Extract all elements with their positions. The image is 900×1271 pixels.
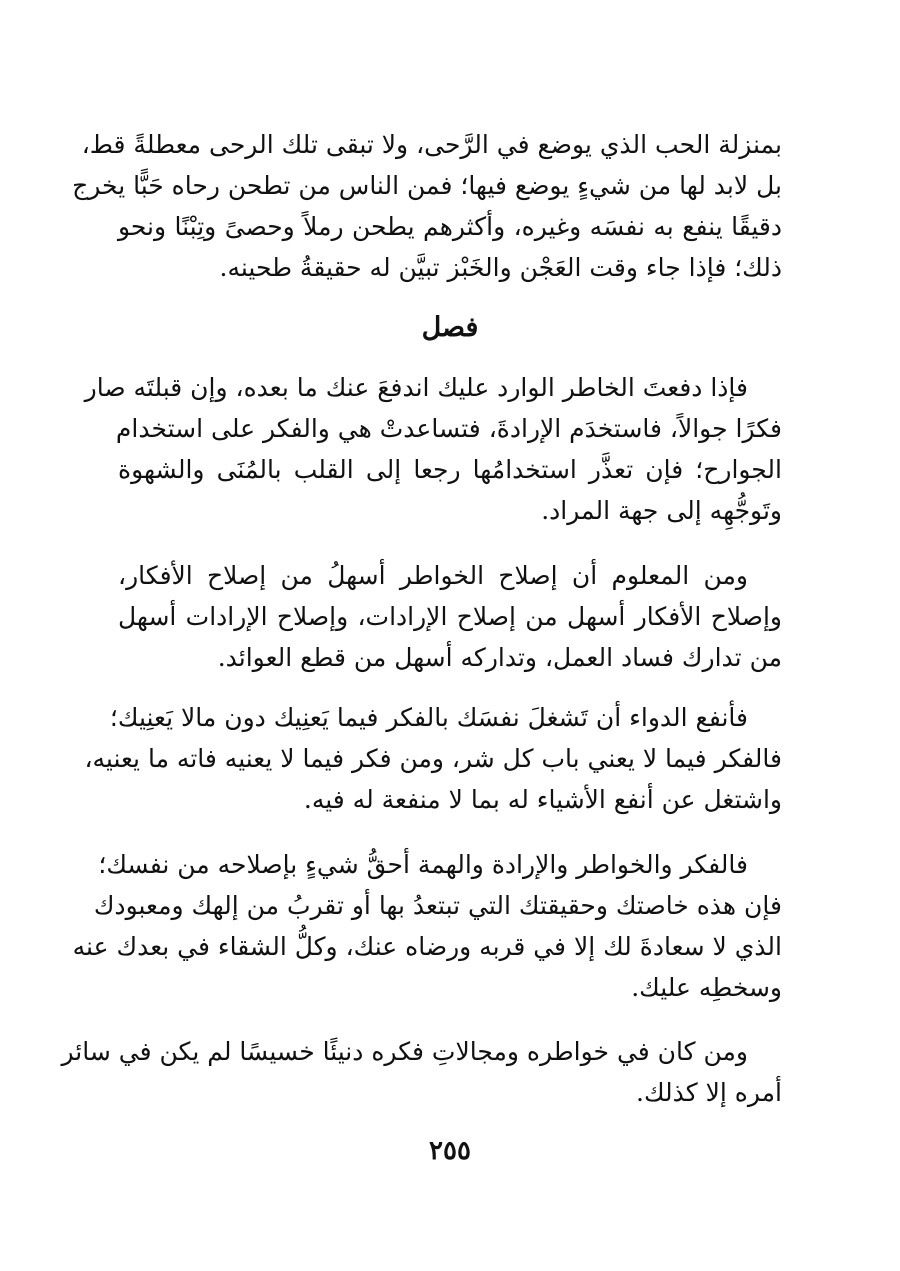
- paragraph: [118, 555, 782, 678]
- page-number: ٢٥٥: [429, 1136, 471, 1166]
- paragraph: [61, 1031, 782, 1113]
- text-line: أمره إلا كذلك.: [636, 1078, 782, 1107]
- text-line: فالفكر والخواطر والإرادة والهمة أحقُّ شيءٍ بإصلاحه من نفسك؛: [98, 850, 748, 879]
- text-line: الجوارح؛ فإن تعذَّر استخدامُها رجعا إلى القلب بالمُنَى والشهوة: [118, 455, 782, 484]
- text-line: واشتغل عن أنفع الأشياء له بما لا منفعة له فيه.: [303, 785, 782, 814]
- text-line: بل لابد لها من شيءٍ يوضع فيها؛ فمن الناس من تطحن رحاه حَبًّا يخرج: [72, 171, 782, 200]
- section-heading: فصل: [421, 312, 479, 343]
- text-line: بمنزلة الحب الذي يوضع في الرَّحى، ولا تبقى تلك الرحى معطلةً قط،: [81, 130, 782, 159]
- text-line: فإن هذه خاصتك وحقيقتك التي تبتعدُ بها أو تقربُ من إلهك ومعبودك: [93, 891, 782, 920]
- text-line: دقيقًا ينفع به نفسَه وغيره، وأكثرهم يطحن رملاً وحصىً وتِبْنًا ونحو: [118, 212, 782, 241]
- text-line: وسخطِه عليك.: [631, 973, 782, 1002]
- text-line: فكرًا جوالاً، فاستخدَم الإرادةَ، فتساعدتْ هي والفكر على استخدام: [115, 414, 782, 443]
- paragraph-continuation: [72, 124, 782, 288]
- paragraph: [84, 367, 782, 531]
- paragraph: [72, 844, 782, 1008]
- text-line: الذي لا سعادةَ لك إلا في قربه ورضاه عنك، وكلُّ الشقاء في بعدك عنه: [72, 932, 782, 961]
- text-line: فالفكر فيما لا يعني باب كل شر، ومن فكر فيما لا يعنيه فاته ما يعنيه،: [84, 744, 782, 773]
- text-line: فإذا دفعتَ الخاطر الوارد عليك اندفعَ عنك ما بعده، وإن قبلتَه صار: [84, 373, 748, 402]
- text-line: ذلك؛ فإذا جاء وقت العَجْن والخَبْز تبيَّن له حقيقةُ طحينه.: [219, 253, 782, 282]
- text-line: فأنفع الدواء أن تَشغلَ نفسَك بالفكر فيما يَعنِيك دون مالا يَعنِيك؛: [109, 703, 748, 732]
- text-line: وتَوجُّهِه إلى جهة المراد.: [541, 496, 782, 525]
- text-line: ومن كان في خواطره ومجالاتِ فكره دنيئًا خسيسًا لم يكن في سائر: [61, 1037, 748, 1066]
- paragraph: [84, 697, 782, 820]
- text-line: وإصلاح الأفكار أسهل من إصلاح الإرادات، وإصلاح الإرادات أسهل: [118, 602, 782, 631]
- text-line: ومن المعلوم أن إصلاح الخواطر أسهلُ من إصلاح الأفكار،: [118, 561, 748, 590]
- text-line: من تدارك فساد العمل، وتداركه أسهل من قطع العوائد.: [217, 643, 782, 672]
